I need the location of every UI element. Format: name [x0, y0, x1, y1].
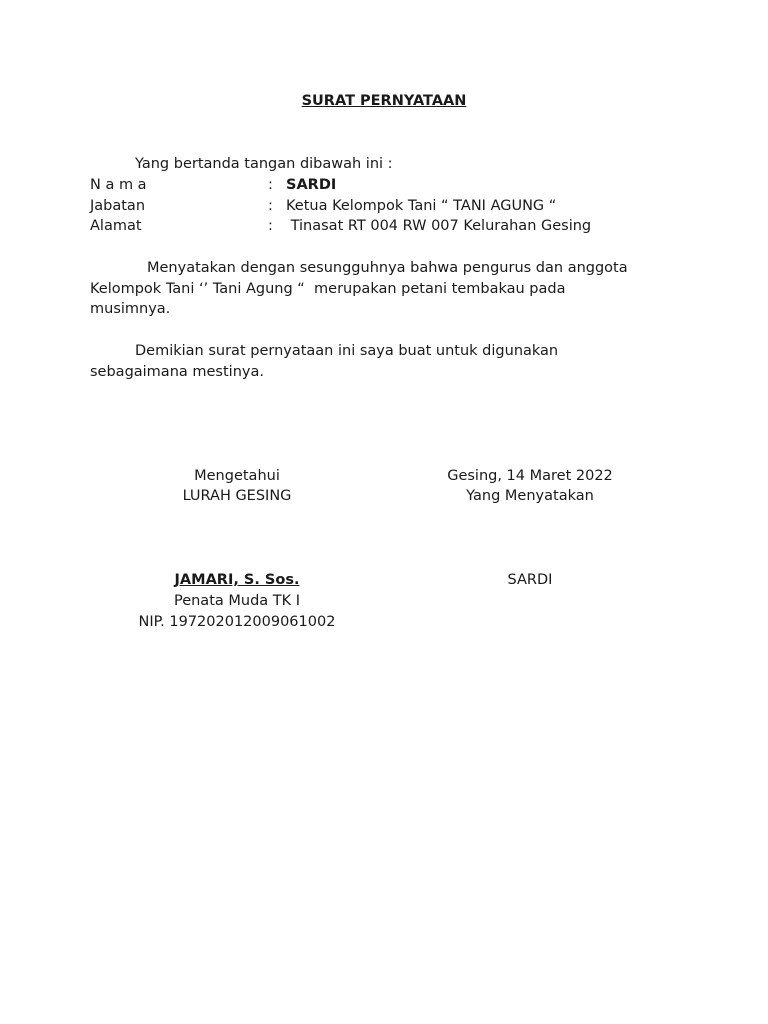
field-label-jabatan: Jabatan	[90, 198, 146, 214]
field-label-nama: N a m a	[90, 177, 147, 193]
field-colon: :	[268, 177, 273, 193]
left-sign-office: LURAH GESING	[182, 488, 292, 504]
left-sign-rank: Penata Muda TK I	[173, 593, 301, 609]
right-sign-place-date: Gesing, 14 Maret 2022	[447, 468, 613, 484]
field-value-nama: SARDI	[286, 177, 337, 193]
statement-line: Kelompok Tani ‘’ Tani Agung “ merupakan petani tembakau pada	[90, 281, 566, 297]
closing-line: Demikian surat pernyataan ini saya buat untuk digunakan	[135, 343, 559, 359]
closing-line: sebagaimana mestinya.	[90, 364, 264, 380]
left-sign-acknowledged: Mengetahui	[194, 468, 280, 484]
field-label-alamat: Alamat	[90, 218, 142, 234]
document-title: SURAT PERNYATAAN	[301, 93, 467, 109]
field-colon: :	[268, 198, 273, 214]
field-value-jabatan: Ketua Kelompok Tani “ TANI AGUNG “	[286, 198, 557, 214]
intro-text: Yang bertanda tangan dibawah ini :	[135, 156, 393, 172]
statement-line: musimnya.	[90, 301, 171, 317]
field-colon: :	[268, 218, 273, 234]
left-sign-name: JAMARI, S. Sos.	[174, 572, 300, 588]
right-sign-role: Yang Menyatakan	[466, 488, 594, 504]
left-sign-nip: NIP. 197202012009061002	[138, 614, 336, 630]
statement-line: Menyatakan dengan sesungguhnya bahwa pengurus dan anggota	[147, 260, 628, 276]
right-sign-name: SARDI	[507, 572, 553, 588]
field-value-alamat: Tinasat RT 004 RW 007 Kelurahan Gesing	[286, 218, 592, 234]
